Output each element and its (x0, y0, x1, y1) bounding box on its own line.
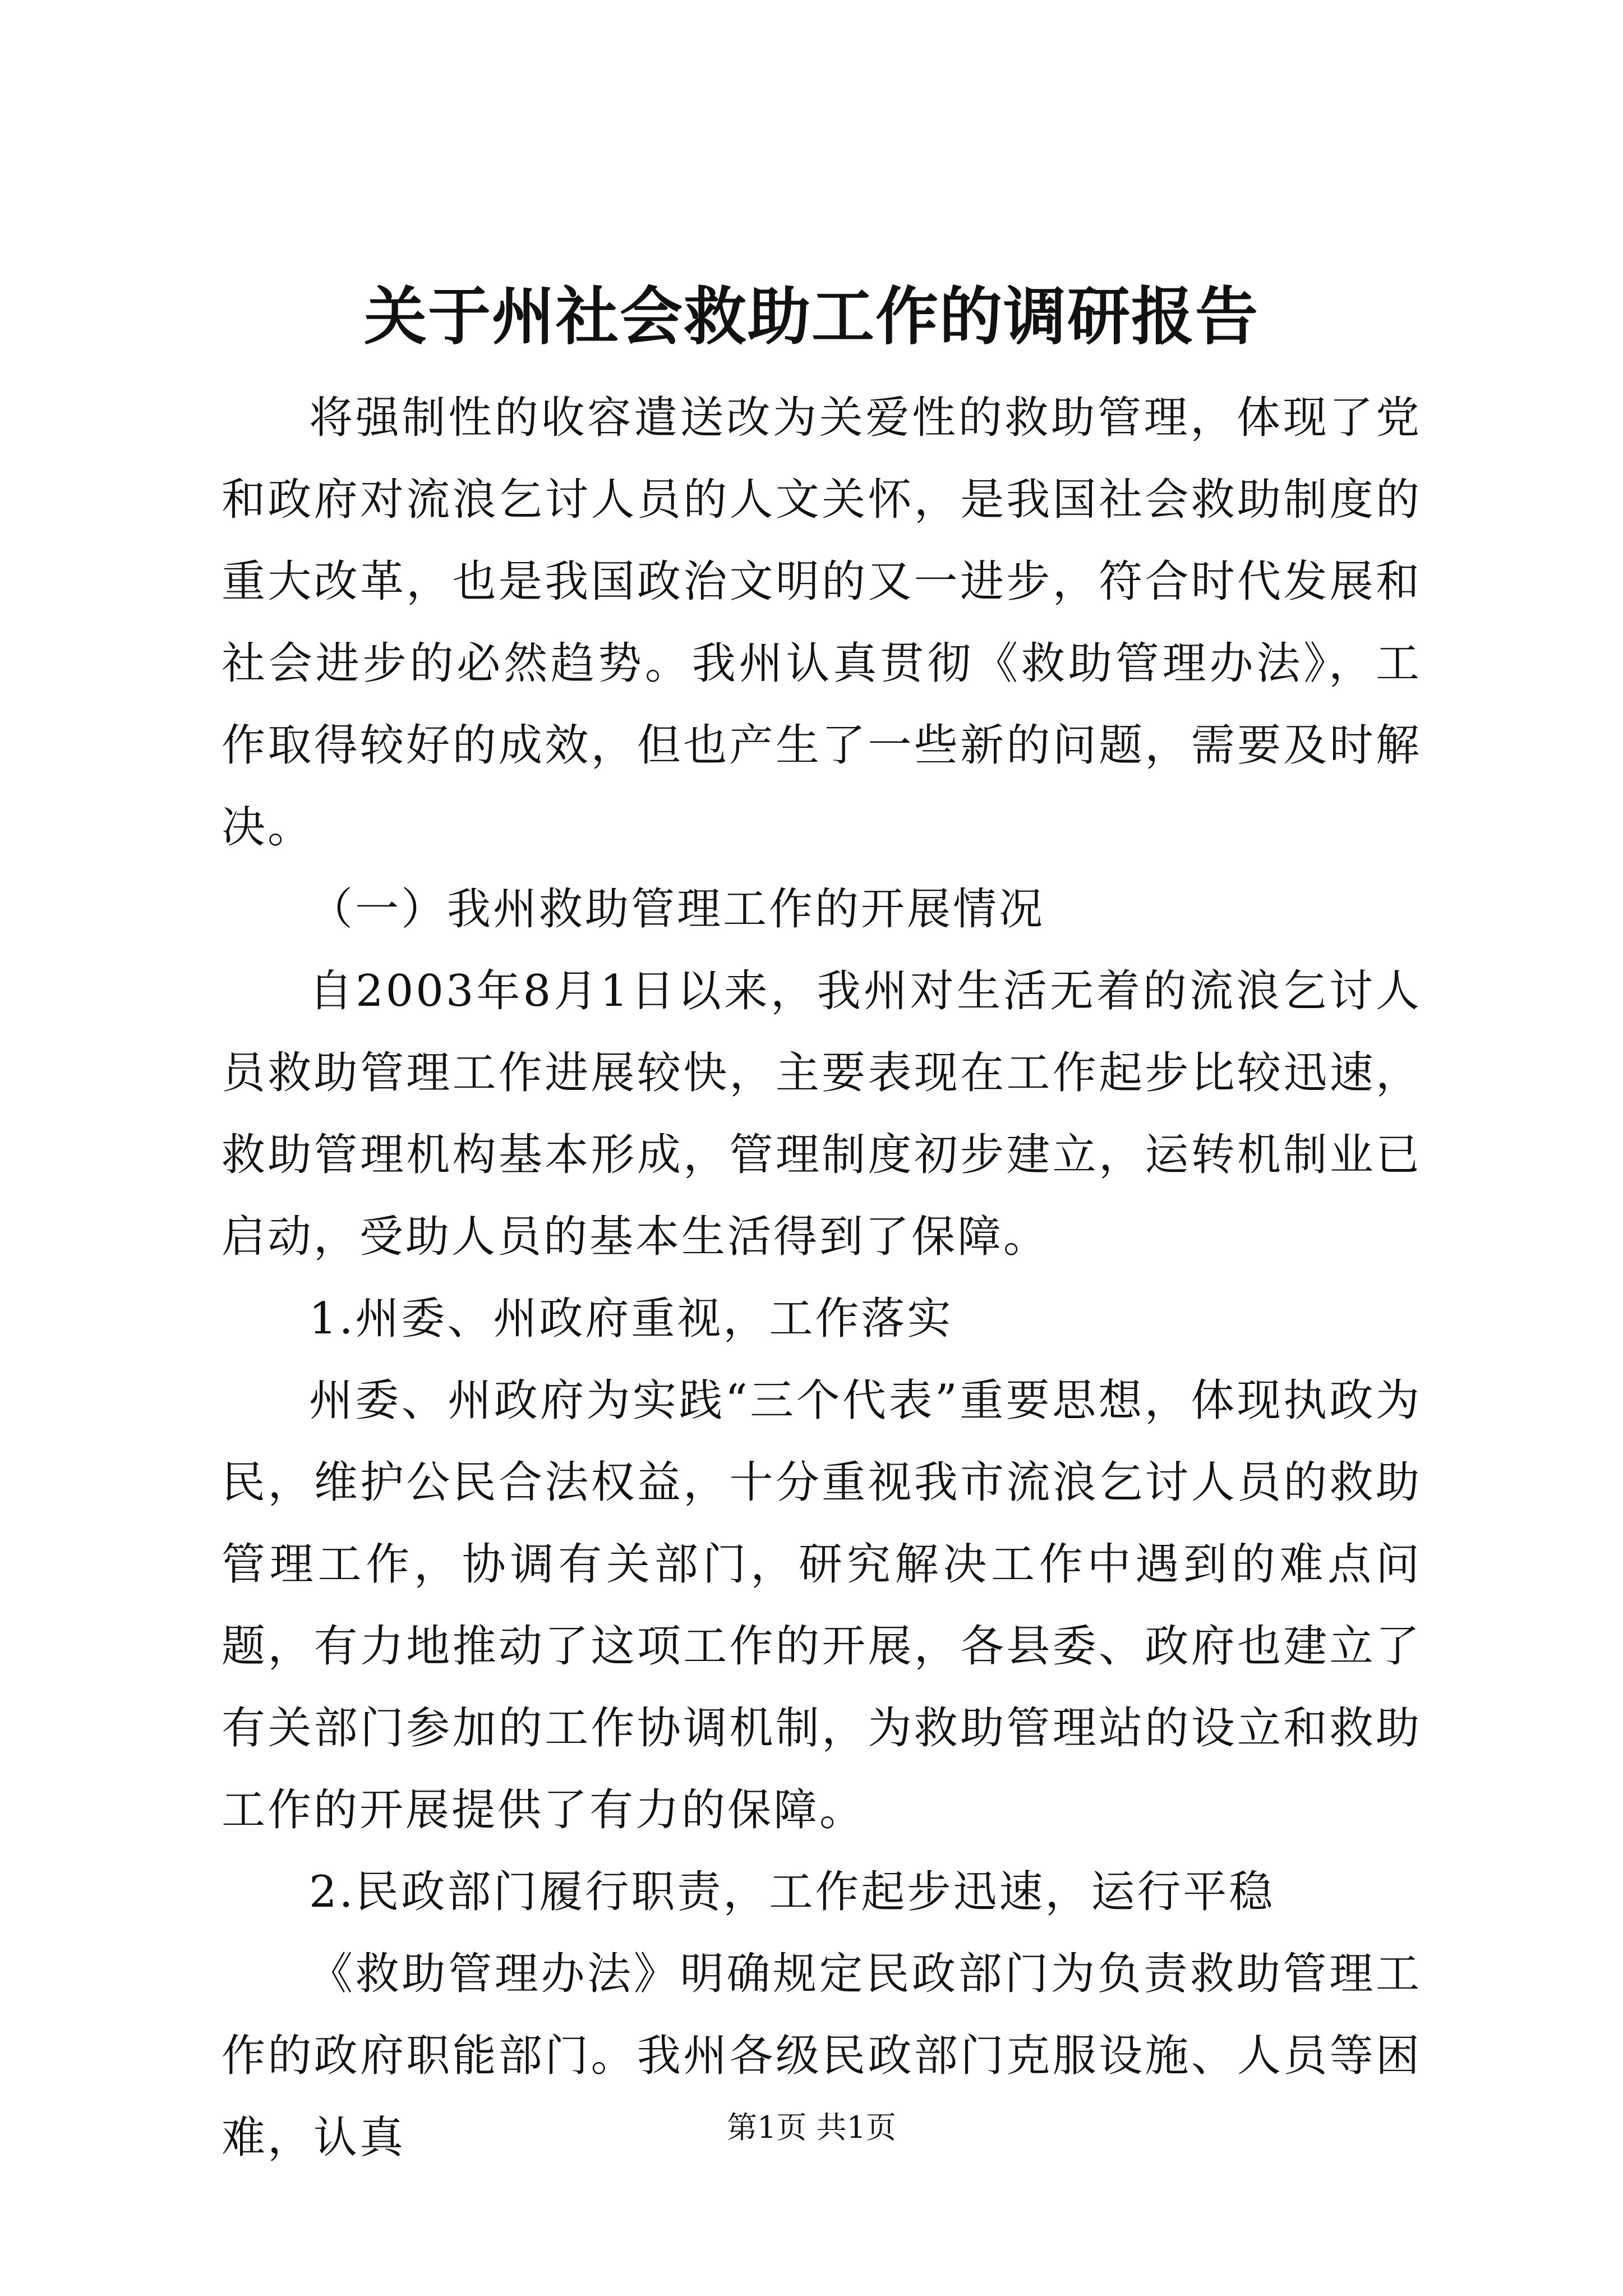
section-heading-1: （一）我州救助管理工作的开展情况 (309, 884, 1045, 935)
section-1-paragraph: 自2003年8月1日以来，我州对生活无着的流浪乞讨人员救助管理工作进展较快，主要表现在工作起步比较迅速，救助管理机构基本形成，管理制度初步建立，运转机制业已启动，受助人员的基本生活得到了保障。 (222, 966, 1422, 1262)
page-number-footer: 第1页 共1页 (727, 2110, 896, 2145)
document-body (222, 377, 1422, 2179)
subheading-2: 2.民政部门履行职责，工作起步迅速，运行平稳 (309, 1867, 1275, 1917)
intro-paragraph: 将强制性的收容遣送改为关爱性的救助管理，体现了党和政府对流浪乞讨人员的人文关怀，是我国社会救助制度的重大改革，也是我国政治文明的又一进步，符合时代发展和社会进步的必然趋势。我州认真贯彻《救助管理办法》，工作取得较好的成效，但也产生了一些新的问题，需要及时解决。 (222, 393, 1422, 853)
document-title: 关于州社会救助工作的调研报告 (364, 280, 1259, 353)
subheading-1: 1.州委、州政府重视，工作落实 (309, 1294, 953, 1344)
subsection-1-paragraph: 州委、州政府为实践“三个代表”重要思想，体现执政为民，维护公民合法权益，十分重视我市流浪乞讨人员的救助管理工作，协调有关部门，研究解决工作中遇到的难点问题，有力地推动了这项工作的开展，各县委、政府也建立了有关部门参加的工作协调机制，为救助管理站的设立和救助工作的开展提供了有力的保障。 (222, 1375, 1422, 1835)
subsection-2-paragraph: 《救助管理办法》明确规定民政部门为负责救助管理工作的政府职能部门。我州各级民政部门克服设施、人员等困难，认真 (222, 1949, 1422, 2163)
